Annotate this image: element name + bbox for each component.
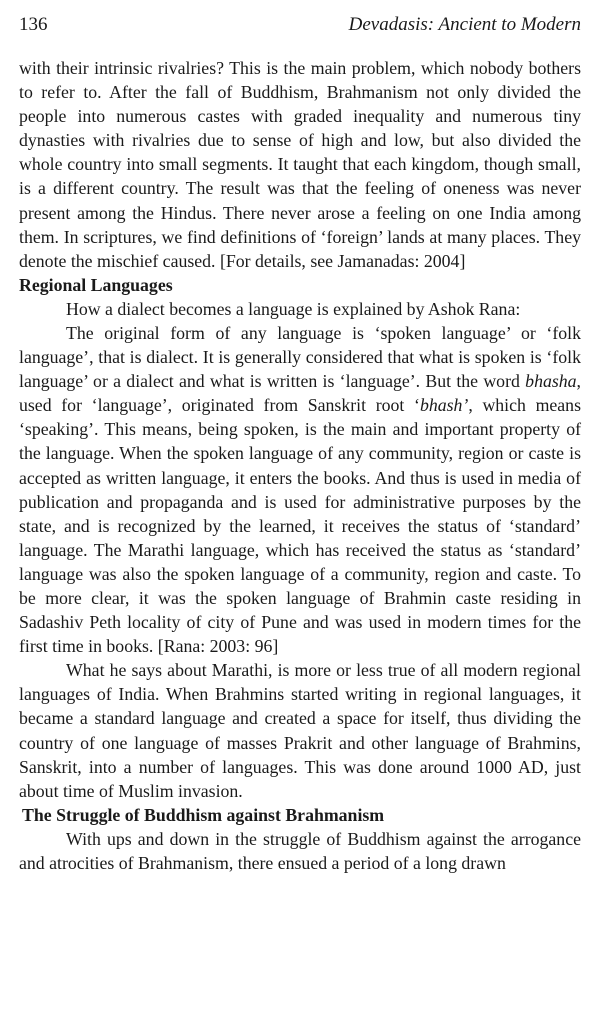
paragraph-intro: with their intrinsic rivalries? This is the main problem, which nobody bothers to refer to. After the fall of Buddhism, Brahmanism not only divided the people into numerous castes with graded inequality and numerous tiny dynasties with rivalries due to sense of high and low, but also divided the whole country into small segments. It taught that each kingdom, though small, is a different country. The result was that the feeling of oneness was never present among the Hindus. There never arose a feeling on one India among them. In scriptures, we find definitions of ‘foreign’ lands at many places. They denote the mischief caused. [For details, see Jamanadas: 2004]: [19, 58, 581, 271]
quote-text-part2: , used for ‘language’, originated from Sanskrit root ‘: [19, 371, 581, 416]
quote-text-part1: The original form of any language is ‘spoken language’ or ‘folk language’, that is dialect. It is generally considered that what is spoken is ‘folk language’ or a dialect and what is written is ‘language’. But the word: [19, 322, 581, 392]
paragraph-dialect: How a dialect becomes a language is explained by Ashok Rana:: [66, 298, 521, 319]
term-bhash: bhash’: [419, 395, 469, 416]
quote-text-part3: , which means ‘speaking’. This means, being spoken, is the main and important property of the language. When the spoken language of any community, region or caste is accepted as written language, it enters the books. And thus is used in media of publication and propaganda and is used for administrative purposes by the state, and is recognized by the learned, it receives the status of ‘standard’ language. The Marathi language, which has received the status as ‘standard’ language was also the spoken language of a community, region and caste. To be more clear, it was the spoken language of Brahmin caste residing in Sadashiv Peth locality of city of Pune and was used in modern times for the first time in books. [Rana: 2003: 96]: [19, 395, 581, 657]
paragraph-rana-quote: [19, 321, 581, 658]
heading-regional-languages: Regional Languages: [19, 274, 173, 295]
term-bhasha: bhasha: [525, 371, 577, 392]
heading-struggle: The Struggle of Buddhism against Brahmanism: [22, 804, 385, 825]
running-title: Devadasis: Ancient to Modern: [348, 14, 581, 35]
page-header: [19, 14, 581, 44]
book-page: [19, 14, 581, 875]
paragraph-marathi: What he says about Marathi, is more or less true of all modern regional languages of India. When Brahmins started writing in regional languages, it became a standard language and created a space for itself, thus dividing the country of one language of masses Prakrit and other language of Brahmins, Sanskrit, into a number of languages. This was done around 1000 AD, just about time of Muslim invasion.: [19, 660, 581, 801]
paragraph-struggle: With ups and down in the struggle of Buddhism against the arrogance and atrocities of Brahmanism, there ensued a period of a long drawn: [19, 828, 581, 873]
page-number: 136: [19, 14, 48, 35]
